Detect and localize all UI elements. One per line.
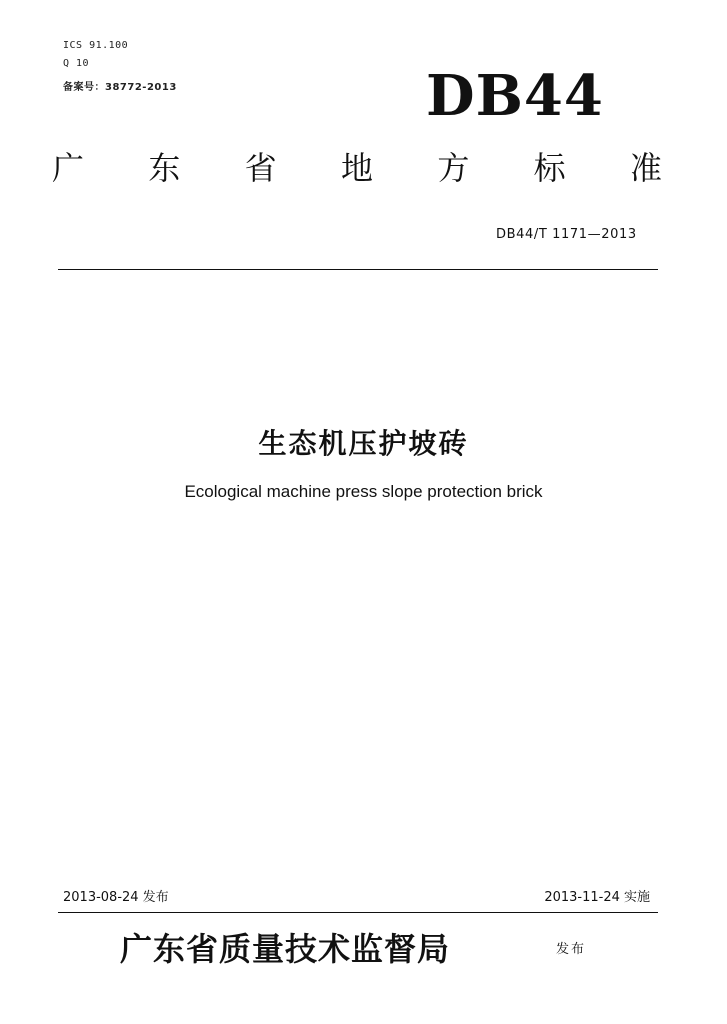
standard-number: DB44/T 1171—2013	[496, 227, 637, 242]
db-code-logo: DB44	[426, 63, 604, 129]
standard-type-char: 地	[340, 149, 373, 187]
standard-type-char: 东	[148, 149, 181, 187]
issuer-name: 广东省质量技术监督局	[120, 930, 451, 968]
bottom-divider	[58, 912, 658, 913]
standard-type-char: 标	[533, 149, 566, 187]
effective-date: 2013-11-24 实施	[544, 890, 650, 905]
standard-type-char: 省	[244, 149, 277, 187]
issue-date: 2013-08-24 发布	[63, 890, 169, 905]
title-chinese: 生态机压护坡砖	[258, 427, 469, 460]
record-number: 备案号：38772-2013	[63, 82, 177, 93]
ccs-code: Q 10	[63, 58, 90, 69]
standard-type-char: 准	[629, 149, 662, 187]
standard-type-char: 方	[437, 149, 470, 187]
top-divider	[58, 269, 658, 270]
standard-type-char: 广	[52, 149, 85, 187]
standard-type	[52, 149, 662, 187]
issuer-suffix: 发布	[556, 942, 587, 957]
ics-code: ICS 91.100	[63, 40, 129, 51]
title-english: Ecological machine press slope protection brick	[184, 482, 543, 501]
